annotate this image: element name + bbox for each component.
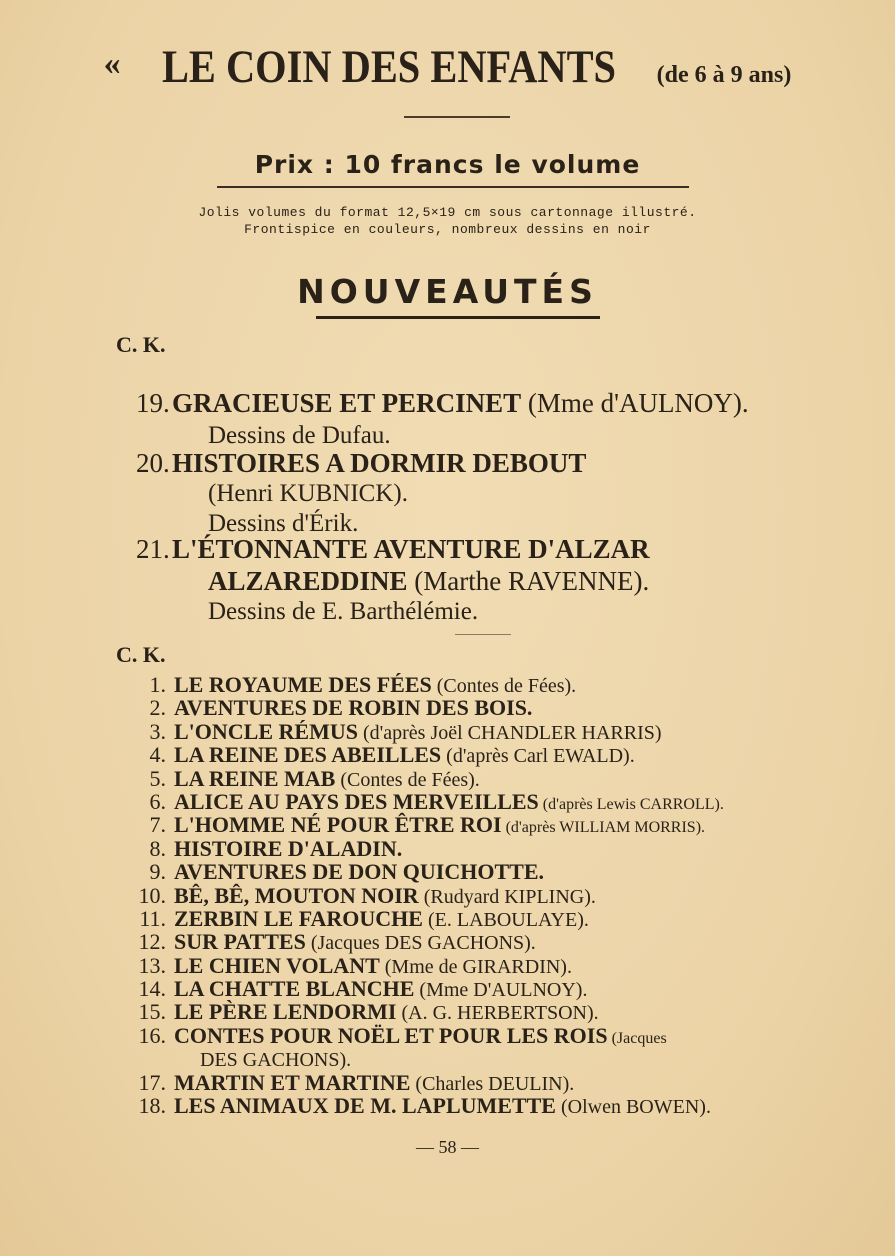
price-line: Prix : 10 francs le volume: [254, 150, 641, 179]
list-item: 2. AVENTURES DE ROBIN DES BOIS.: [149, 695, 533, 721]
book-title: HISTOIRES A DORMIR DEBOUT: [172, 448, 587, 478]
collection-code: C. K.: [116, 332, 166, 357]
age-range: (de 6 à 9 ans): [656, 62, 792, 88]
book-title: GRACIEUSE ET PERCINET: [172, 388, 522, 418]
series-title: LE COIN DES ENFANTS: [161, 41, 616, 93]
divider: [404, 116, 510, 118]
book-author: (Mme d'AULNOY).: [521, 388, 749, 418]
list-item: 5. LA REINE MAB (Contes de Fées).: [149, 765, 480, 791]
book-title-cont: ALZAREDDINE: [208, 566, 408, 596]
list-item: 8. HISTOIRE D'ALADIN.: [149, 835, 403, 861]
book-title: L'ÉTONNANTE AVENTURE D'ALZAR: [172, 534, 650, 564]
collection-code-2: C. K.: [116, 642, 166, 667]
list-item: 9. AVENTURES DE DON QUICHOTTE.: [149, 859, 545, 885]
section-mark: «: [103, 45, 121, 82]
list-item: 7. L'HOMME NÉ POUR ÊTRE ROI (d'après WILLIAM MORRIS).: [149, 812, 706, 838]
new-item-19: 19.GRACIEUSE ET PERCINET (Mme d'AULNOY).: [136, 388, 749, 418]
list-item: 4. LA REINE DES ABEILLES (d'après Carl EWALD).: [149, 742, 635, 768]
description-line-2: Frontispice en couleurs, nombreux dessins en noir: [244, 222, 651, 237]
list-item: 13. LE CHIEN VOLANT (Mme de GIRARDIN).: [138, 952, 572, 978]
list-item-cont: DES GACHONS).: [200, 1049, 352, 1072]
title-list: [126, 673, 826, 1117]
new-item-21-cont: [208, 566, 649, 597]
list-item: 10. BÊ, BÊ, MOUTON NOIR (Rudyard KIPLING).: [138, 882, 596, 908]
illustrator: Dessins de E. Barthélémie.: [208, 598, 479, 625]
list-item: 16. CONTES POUR NOËL ET POUR LES ROIS (Jacques: [138, 1022, 667, 1048]
list-item: 15. LE PÈRE LENDORMI (A. G. HERBERTSON).: [138, 999, 599, 1025]
list-item: 6. ALICE AU PAYS DES MERVEILLES (d'après Lewis CARROLL).: [149, 788, 724, 814]
list-item: 3. L'ONCLE RÉMUS (d'après Joël CHANDLER HARRIS): [149, 718, 662, 744]
new-releases-heading: NOUVEAUTÉS: [297, 272, 598, 311]
list-item: 18. LES ANIMAUX DE M. LAPLUMETTE (Olwen BOWEN).: [138, 1093, 711, 1119]
heading-underline: [316, 316, 600, 319]
list-item: 14. LA CHATTE BLANCHE (Mme D'AULNOY).: [138, 976, 588, 1002]
price-underline: [217, 186, 689, 188]
description-line-1: Jolis volumes du format 12,5×19 cm sous cartonnage illustré.: [198, 205, 697, 220]
list-item: 11. ZERBIN LE FAROUCHE (E. LABOULAYE).: [139, 905, 589, 931]
list-item: 1. LE ROYAUME DES FÉES (Contes de Fées).: [149, 672, 577, 697]
illustrator: Dessins de Dufau.: [208, 422, 391, 449]
small-divider: [455, 634, 511, 635]
format-description: [0, 204, 895, 238]
new-item-21: 21.L'ÉTONNANTE AVENTURE D'ALZAR: [136, 534, 650, 564]
book-author: (Henri KUBNICK).: [208, 480, 408, 507]
new-item-20: 20.HISTOIRES A DORMIR DEBOUT: [136, 448, 587, 478]
illustrator: Dessins d'Érik.: [208, 510, 359, 537]
list-item: 17. MARTIN ET MARTINE (Charles DEULIN).: [138, 1069, 575, 1095]
book-author: (Marthe RAVENNE).: [407, 566, 650, 596]
page-title: [0, 40, 895, 94]
list-item: 12. SUR PATTES (Jacques DES GACHONS).: [138, 929, 536, 955]
page-number: — 58 —: [416, 1137, 479, 1157]
